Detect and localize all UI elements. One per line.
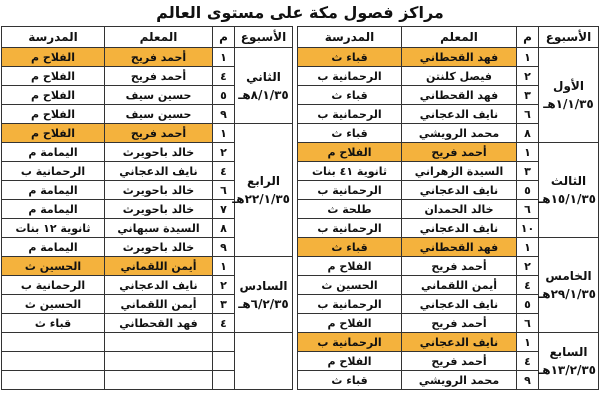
teacher-cell: نايف الدعجاني xyxy=(402,105,517,124)
teacher-cell: أحمد فريح xyxy=(402,257,517,276)
week-cell xyxy=(539,48,599,143)
num-cell: ٧ xyxy=(213,200,235,219)
teacher-cell: أحمد فريح xyxy=(105,48,213,67)
teacher-cell: نايف الدعجاني xyxy=(402,295,517,314)
school-cell: الفلاح م xyxy=(2,124,105,143)
header-teacher: المعلم xyxy=(105,27,213,48)
week-name: الخامس xyxy=(545,269,592,283)
header-teacher: المعلم xyxy=(402,27,517,48)
school-cell xyxy=(2,352,105,371)
num-cell: ٥ xyxy=(517,295,539,314)
num-cell: ١٠ xyxy=(517,219,539,238)
school-cell: قباء ث xyxy=(298,48,402,67)
teacher-cell: نايف الدعجاني xyxy=(105,162,213,181)
week-date: ١٣/٢/٣٥هـ xyxy=(538,363,596,377)
teacher-cell: حسين سيف xyxy=(105,86,213,105)
week-date: ١/١/٣٥هـ xyxy=(543,97,594,111)
school-cell: الفلاح م xyxy=(2,67,105,86)
week-cell xyxy=(539,143,599,238)
header-school: المدرسة xyxy=(298,27,402,48)
num-cell: ٦ xyxy=(213,181,235,200)
teacher-cell: فهد القحطاني xyxy=(402,86,517,105)
teacher-cell: خالد باحويرث xyxy=(105,200,213,219)
school-cell: الرحمانية ب xyxy=(298,295,402,314)
school-cell: الرحمانية ب xyxy=(298,181,402,200)
table-row xyxy=(2,48,293,67)
teacher-cell: نايف الدعجاني xyxy=(402,219,517,238)
teacher-cell: أيمن اللقماني xyxy=(105,295,213,314)
teacher-cell: أحمد فريح xyxy=(402,143,517,162)
num-cell: ٥ xyxy=(517,181,539,200)
teacher-cell: نايف الدعجاني xyxy=(402,333,517,352)
num-cell: ٨ xyxy=(213,219,235,238)
week-name: الثالث xyxy=(550,174,587,188)
num-cell: ٢ xyxy=(213,143,235,162)
week-cell xyxy=(232,124,293,257)
teacher-cell: محمد الرويشي xyxy=(402,124,517,143)
school-cell: الفلاح م xyxy=(2,48,105,67)
header-week: الأسبوع xyxy=(539,27,599,48)
week-name: السابع xyxy=(549,345,588,359)
header-school: المدرسة xyxy=(2,27,105,48)
school-cell: الحسين ث xyxy=(298,276,402,295)
school-cell: قباء ث xyxy=(298,238,402,257)
num-cell: ١ xyxy=(517,48,539,67)
week-name: الثاني xyxy=(246,69,281,84)
teacher-cell: نايف الدعجاني xyxy=(105,276,213,295)
school-cell: الرحمانية ب xyxy=(298,67,402,86)
num-cell: ٤ xyxy=(213,162,235,181)
num-cell: ٣ xyxy=(517,162,539,181)
school-cell: الرحمانية ب xyxy=(2,162,105,181)
school-cell: الفلاح م xyxy=(298,352,402,371)
teacher-cell xyxy=(105,352,213,371)
num-cell: ٣ xyxy=(213,295,235,314)
teacher-cell: أحمد فريح xyxy=(105,124,213,143)
week-name: الأول xyxy=(553,79,584,93)
page-title: مراكز فصول مكة على مستوى العالم xyxy=(156,3,444,22)
num-cell: ٩ xyxy=(517,371,539,390)
num-cell: ١ xyxy=(213,48,235,67)
school-cell: قباء ث xyxy=(298,371,402,390)
table-row xyxy=(2,257,293,276)
num-cell: ٤ xyxy=(517,352,539,371)
header-num: م xyxy=(517,27,539,48)
school-cell: اليمامة م xyxy=(2,238,105,257)
teacher-cell xyxy=(105,333,213,352)
teacher-cell: محمد الرويشي xyxy=(402,371,517,390)
week-cell xyxy=(235,333,293,390)
teacher-cell: فهد القحطاني xyxy=(402,48,517,67)
table-row xyxy=(2,333,293,352)
header-row xyxy=(298,27,599,48)
week-date: ٢٢/١/٣٥هـ xyxy=(232,192,290,206)
school-cell: الفلاح م xyxy=(298,257,402,276)
school-cell: الفلاح م xyxy=(2,105,105,124)
school-cell: الرحمانية ب xyxy=(298,219,402,238)
school-cell xyxy=(2,371,105,390)
week-name: السادس xyxy=(239,278,288,293)
teacher-cell: خالد الحمدان xyxy=(402,200,517,219)
week-cell xyxy=(235,257,293,333)
num-cell xyxy=(213,352,235,371)
teacher-cell: أحمد فريح xyxy=(402,314,517,333)
week-date: ١٥/١/٣٥هـ xyxy=(538,192,596,206)
num-cell: ٤ xyxy=(213,67,235,86)
school-cell: قباء ث xyxy=(298,124,402,143)
header-week: الأسبوع xyxy=(235,27,293,48)
school-cell: ثانوية ٤١ بنات xyxy=(298,162,402,181)
num-cell xyxy=(213,371,235,390)
table-row xyxy=(298,333,599,352)
school-cell xyxy=(2,333,105,352)
num-cell: ٣ xyxy=(517,86,539,105)
table-row xyxy=(298,238,599,257)
school-cell: الرحمانية ب xyxy=(298,105,402,124)
teacher-cell: خالد باحويرث xyxy=(105,181,213,200)
teacher-cell: السيدة سبهاني xyxy=(105,219,213,238)
header-row xyxy=(2,27,293,48)
school-cell: طلحة ث xyxy=(298,200,402,219)
num-cell: ١ xyxy=(213,124,235,143)
school-cell: الحسين ث xyxy=(2,295,105,314)
num-cell: ١ xyxy=(517,333,539,352)
num-cell: ٦ xyxy=(517,314,539,333)
table-row xyxy=(2,124,293,143)
school-cell: قباء ث xyxy=(298,86,402,105)
teacher-cell: أيمن اللقماني xyxy=(105,257,213,276)
num-cell: ٥ xyxy=(213,86,235,105)
num-cell: ٦ xyxy=(517,200,539,219)
school-cell: الفلاح م xyxy=(298,314,402,333)
week-date: ٦/٢/٣٥هـ xyxy=(238,296,289,311)
school-cell: اليمامة م xyxy=(2,181,105,200)
num-cell: ٢ xyxy=(517,257,539,276)
teacher-cell xyxy=(105,371,213,390)
num-cell: ٩ xyxy=(213,105,235,124)
teacher-cell: فهد القحطاني xyxy=(105,314,213,333)
teacher-cell: أحمد فريح xyxy=(402,352,517,371)
week-date: ٢٩/١/٣٥هـ xyxy=(538,287,596,301)
num-cell: ٨ xyxy=(517,124,539,143)
num-cell: ١ xyxy=(517,238,539,257)
num-cell: ٩ xyxy=(213,238,235,257)
num-cell xyxy=(213,333,235,352)
schedule-table-right xyxy=(297,26,599,390)
num-cell: ١ xyxy=(213,257,235,276)
school-cell: الرحمانية ب xyxy=(2,276,105,295)
school-cell: الفلاح م xyxy=(298,143,402,162)
teacher-cell: فهد القحطاني xyxy=(402,238,517,257)
school-cell: الفلاح م xyxy=(2,86,105,105)
header-num: م xyxy=(213,27,235,48)
teacher-cell: أيمن اللقماني xyxy=(402,276,517,295)
teacher-cell: خالد باحويرث xyxy=(105,238,213,257)
week-name: الرابع xyxy=(247,174,280,188)
num-cell: ١ xyxy=(517,143,539,162)
num-cell: ٤ xyxy=(517,276,539,295)
school-cell: قباء ث xyxy=(2,314,105,333)
week-cell xyxy=(235,48,293,124)
table-row xyxy=(298,48,599,67)
school-cell: اليمامة م xyxy=(2,143,105,162)
teacher-cell: السيدة الزهراني xyxy=(402,162,517,181)
week-date: ٨/١/٣٥هـ xyxy=(238,87,289,102)
schedule-table-left xyxy=(1,26,293,390)
school-cell: الرحمانية ب xyxy=(298,333,402,352)
school-cell: الحسين ث xyxy=(2,257,105,276)
num-cell: ٢ xyxy=(213,276,235,295)
teacher-cell: أحمد فريح xyxy=(105,67,213,86)
teacher-cell: حسين سيف xyxy=(105,105,213,124)
num-cell: ٤ xyxy=(213,314,235,333)
week-cell xyxy=(539,238,599,333)
teacher-cell: فيصل كلنتن xyxy=(402,67,517,86)
school-cell: اليمامة م xyxy=(2,200,105,219)
table-row xyxy=(298,143,599,162)
teacher-cell: خالد باحويرث xyxy=(105,143,213,162)
teacher-cell: نايف الدعجاني xyxy=(402,181,517,200)
num-cell: ٦ xyxy=(517,105,539,124)
num-cell: ٢ xyxy=(517,67,539,86)
week-cell xyxy=(539,333,599,390)
school-cell: ثانوية ١٢ بنات xyxy=(2,219,105,238)
